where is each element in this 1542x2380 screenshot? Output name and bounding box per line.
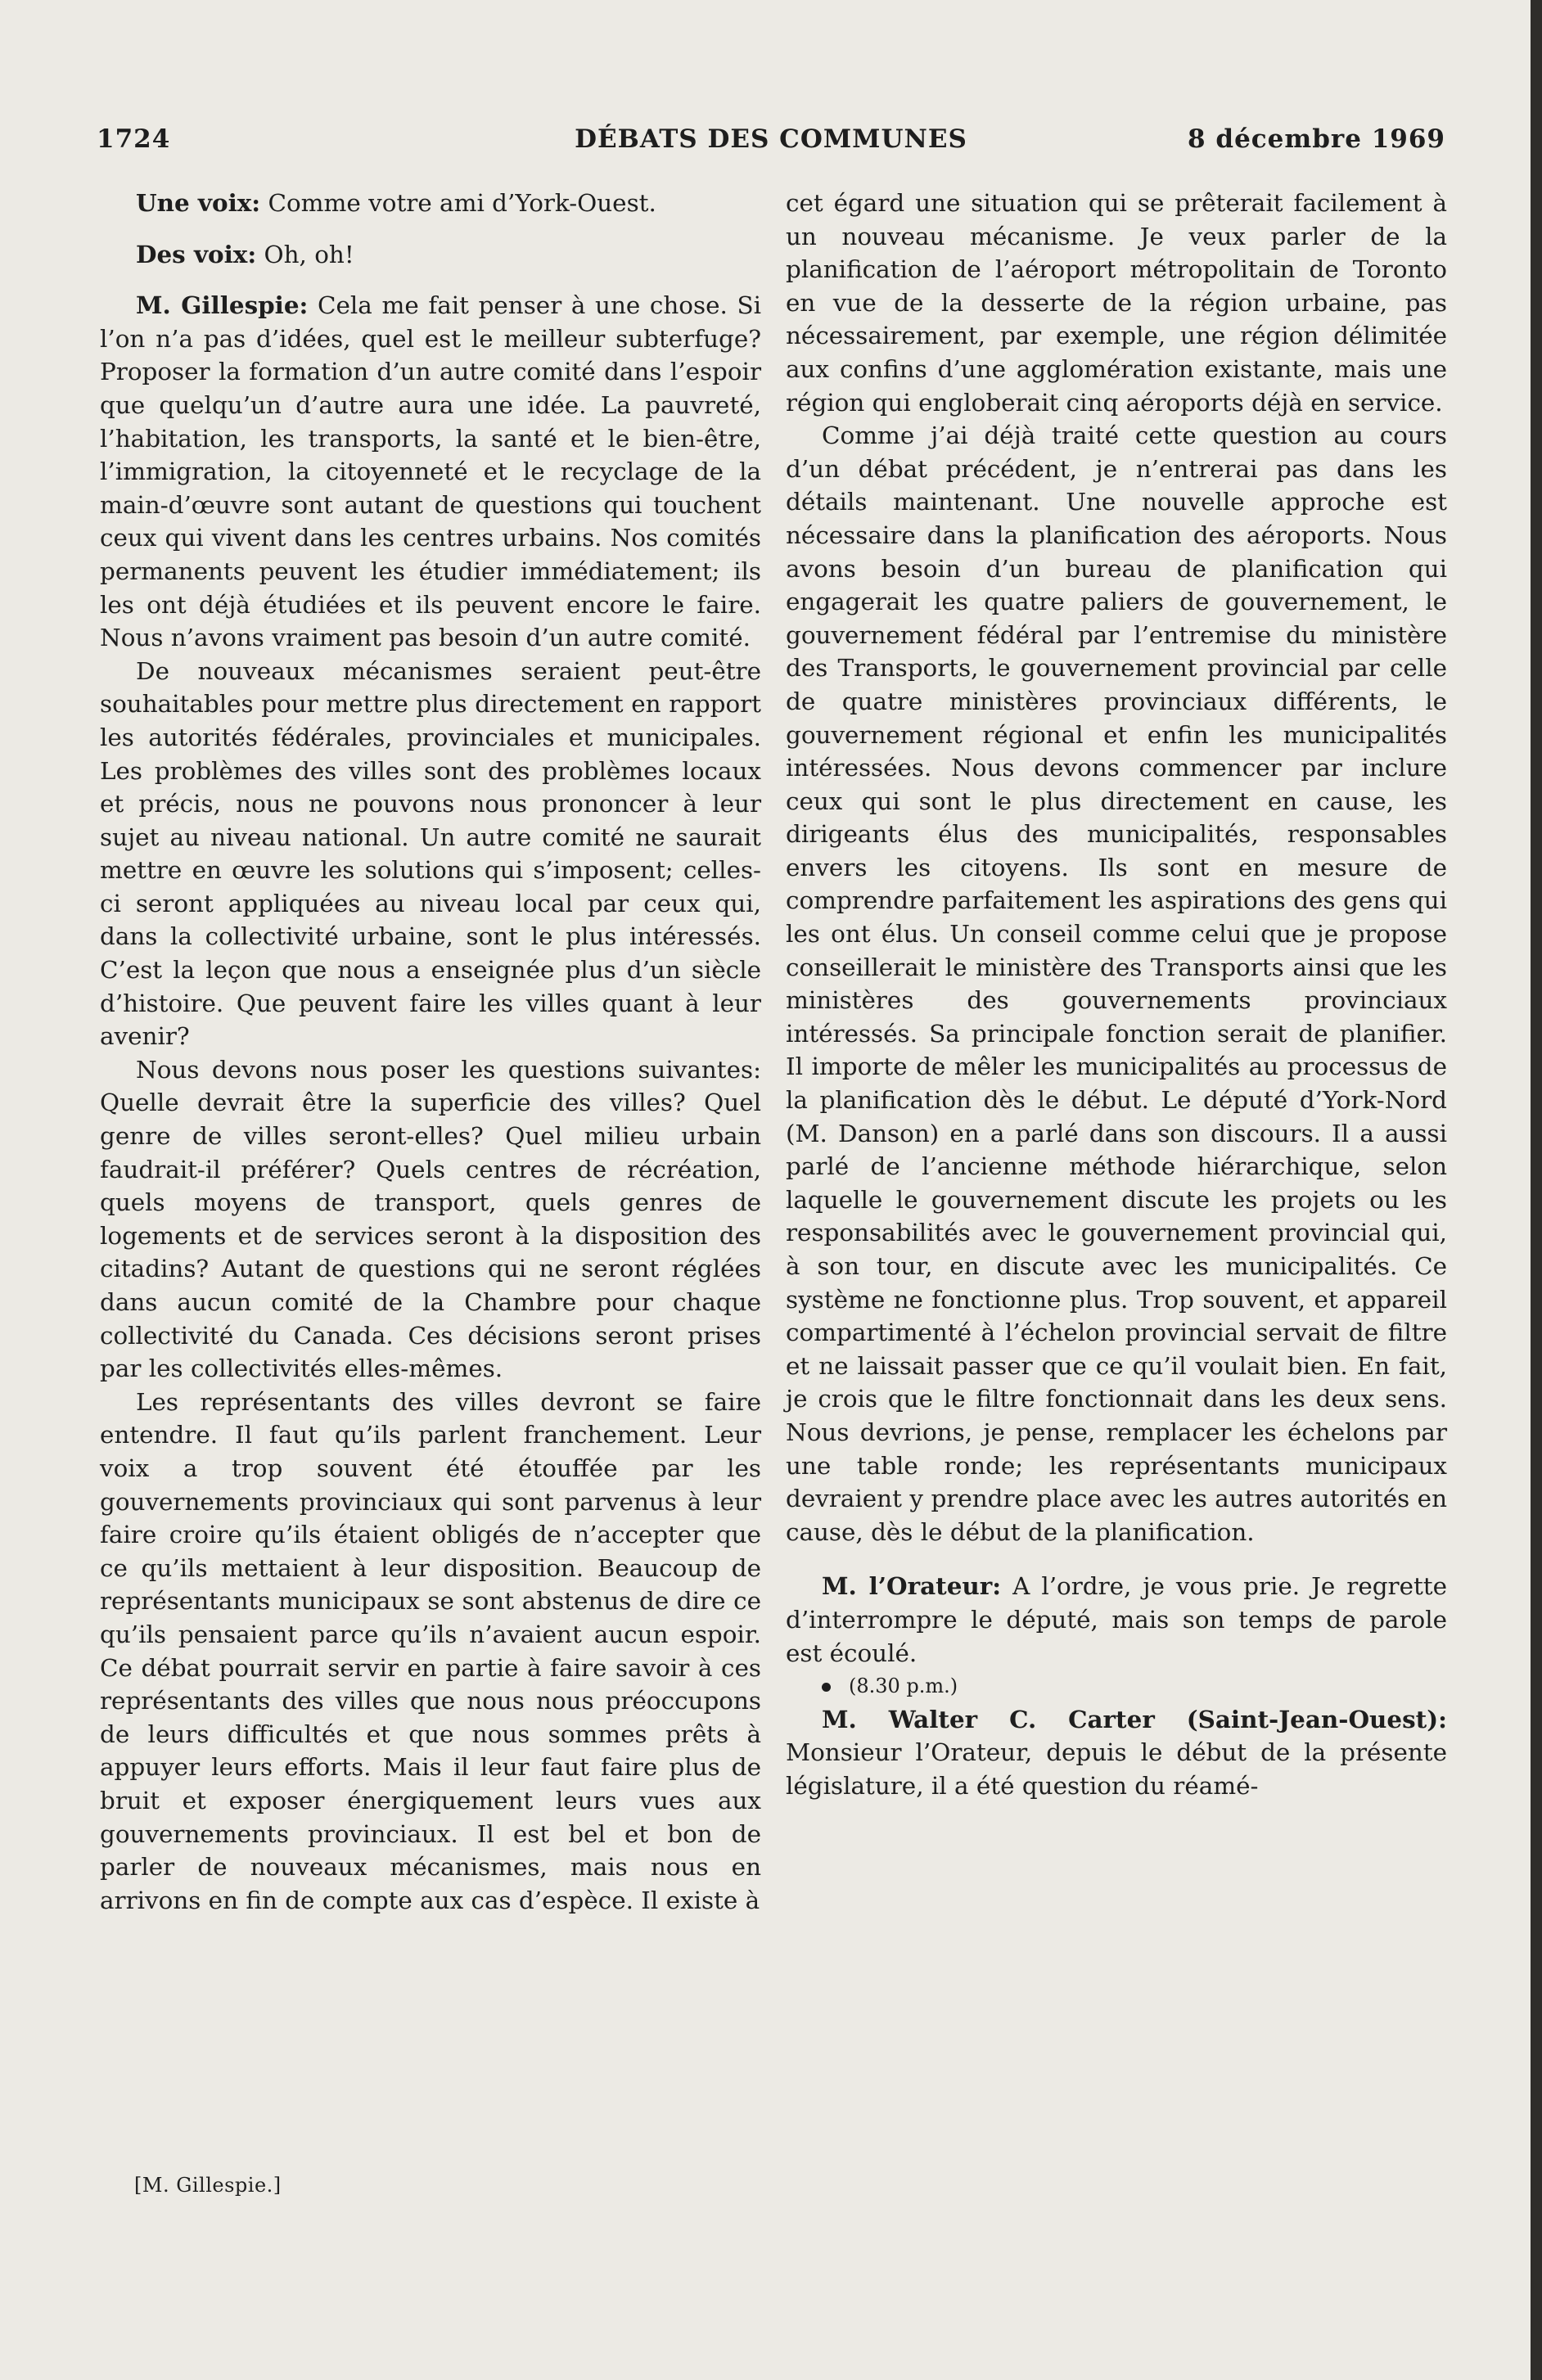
page-header <box>97 124 1445 167</box>
paragraph <box>786 1570 1447 1670</box>
speech-text: Comme votre ami d’York-Ouest. <box>260 189 656 217</box>
speaker-footer-note: [M. Gillespie.] <box>134 2174 282 2197</box>
speech-text: A l’ordre, je vous prie. Je regrette d’interrompre le député, mais son temps de parole est écoulé. <box>786 1572 1447 1667</box>
scan-edge <box>1531 0 1542 2380</box>
left-column <box>100 187 761 1917</box>
paragraph: Nous devons nous poser les questions suivantes: Quelle devrait être la superficie des villes? Quel genre de villes seront-elles? Quel milieu urbain faudrait-il préférer? Quels centres de récréation, quels moyens de transport, quels genres de logements et de services seront à la disposition des citadins? Autant de questions qui ne seront réglées dans aucun comité de la Chambre pour chaque collectivité du Canada. Ces décisions seront prises par les collectivités elles-mêmes. <box>100 1055 761 1383</box>
time-marker-text: (8.30 p.m.) <box>849 1675 958 1698</box>
paragraph <box>100 289 761 655</box>
paragraph <box>100 187 761 220</box>
bullet-icon <box>822 1683 831 1692</box>
publication-title: DÉBATS DES COMMUNES <box>575 124 967 154</box>
paragraph: De nouveaux mécanismes seraient peut-être souhaitables pour mettre plus directement en rapport les autorités fédérales, provinciales et municipales. Les problèmes des villes sont des problèmes locaux et précis, nous ne pouvons nous prononcer à leur sujet au niveau national. Un autre comité ne saurait mettre en œuvre les solutions qui s’imposent; celles-ci seront appliquées au niveau local par ceux qui, dans la collectivité urbaine, sont le plus intéressés. C’est la leçon que nous a enseignée plus d’un siècle d’histoire. Que peuvent faire les villes quant à leur avenir? <box>100 656 761 1051</box>
time-marker <box>786 1670 1447 1703</box>
speech-text: Monsieur l’Orateur, depuis le début de la présente législature, il a été question du réamé- <box>786 1738 1447 1800</box>
speech-text: Cela me fait penser à une chose. Si l’on n’a pas d’idées, quel est le meilleur subterfuge? Proposer la formation d’un autre comité dans l’espoir que quelqu’un d’autre aura une idée. La pauvreté, l’habitation, les transports, la santé et le bien-être, l’immigration, la citoyenneté et le recyclage de la main-d’œuvre sont autant de questions qui touchent ceux qui vivent dans les centres urbains. Nos comités permanents peuvent les étudier immédiatement; ils les ont déjà étudiées et ils peuvent encore le faire. Nous n’avons vraiment pas besoin d’un autre comité. <box>100 291 761 652</box>
publication-date: 8 décembre 1969 <box>1188 124 1445 154</box>
paragraph <box>100 238 761 272</box>
page-number: 1724 <box>97 124 171 154</box>
paragraph <box>786 1703 1447 1803</box>
speaker-name: M. Walter C. Carter (Saint-Jean-Ouest): <box>822 1704 1447 1733</box>
speech-text: Oh, oh! <box>256 240 354 268</box>
speaker-name: M. Gillespie: <box>136 291 309 320</box>
paragraph: Les représentants des villes devront se faire entendre. Il faut qu’ils parlent franchement. Leur voix a trop souvent été étouffée par les gouvernements provinciaux qui sont parvenus à leur faire croire qu’ils étaient obligés de n’accepter que ce qu’ils mettaient à leur disposition. Beaucoup de représentants municipaux se sont abstenus de dire ce qu’ils pensaient parce qu’ils n’avaient aucun espoir. Ce débat pourrait servir en partie à faire savoir à ces représentants des villes que nous nous préoccupons de leurs difficultés et que nous sommes prêts à appuyer leurs efforts. Mais il leur faut faire plus de bruit et exposer énergiquement leurs vues aux gouvernements provinciaux. Il est bel et bon de parler de nouveaux mécanismes, mais nous en arrivons en fin de compte aux cas d’espèce. Il existe à <box>100 1387 761 1914</box>
paragraph: Comme j’ai déjà traité cette question au cours d’un débat précédent, je n’entrerai pas dans les détails maintenant. Une nouvelle approche est nécessaire dans la planification des aéroports. Nous avons besoin d’un bureau de planification qui engagerait les quatre paliers de gouvernement, le gouvernement fédéral par l’entremise du ministère des Transports, le gouvernement provincial par celle de quatre ministères provinciaux différents, le gouvernement régional et enfin les municipalités intéressées. Nous devons commencer par inclure ceux qui sont le plus directement en cause, les dirigeants élus des municipalités, responsables envers les citoyens. Ils sont en mesure de comprendre parfaitement les aspirations des gens qui les ont élus. Un conseil comme celui que je propose conseillerait le ministère des Transports ainsi que les ministères des gouvernements provinciaux intéressés. Sa principale fonction serait de planifier. Il importe de mêler les municipalités au processus de la planification dès le début. Le député d’York-Nord (M. Danson) en a parlé dans son discours. Il a aussi parlé de l’ancienne méthode hiérarchique, selon laquelle le gouvernement discute les projets ou les responsabilités avec le gouvernement provincial qui, à son tour, en discute avec les municipalités. Ce système ne fonctionne plus. Trop souvent, et appareil compartimenté à l’échelon provincial servait de filtre et ne laissait passer que ce qu’il voulait bien. En fait, je crois que le filtre fonctionnait dans les deux sens. Nous devrions, je pense, remplacer les échelons par une table ronde; les représentants municipaux devraient y prendre place avec les autres autorités en cause, dès le début de la planification. <box>786 421 1447 1546</box>
paragraph: cet égard une situation qui se prêterait facilement à un nouveau mécanisme. Je veux parler de la planification de l’aéroport métropolitain de Toronto en vue de la desserte de la région urbaine, pas nécessairement, par exemple, une région délimitée aux confins d’une agglomération existante, mais une région qui engloberait cinq aéroports déjà en service. <box>786 189 1447 417</box>
right-column <box>786 187 1447 1803</box>
speaker-name: Des voix: <box>136 239 257 268</box>
speaker-name: M. l’Orateur: <box>822 1571 1002 1601</box>
speaker-name: Une voix: <box>136 188 261 217</box>
